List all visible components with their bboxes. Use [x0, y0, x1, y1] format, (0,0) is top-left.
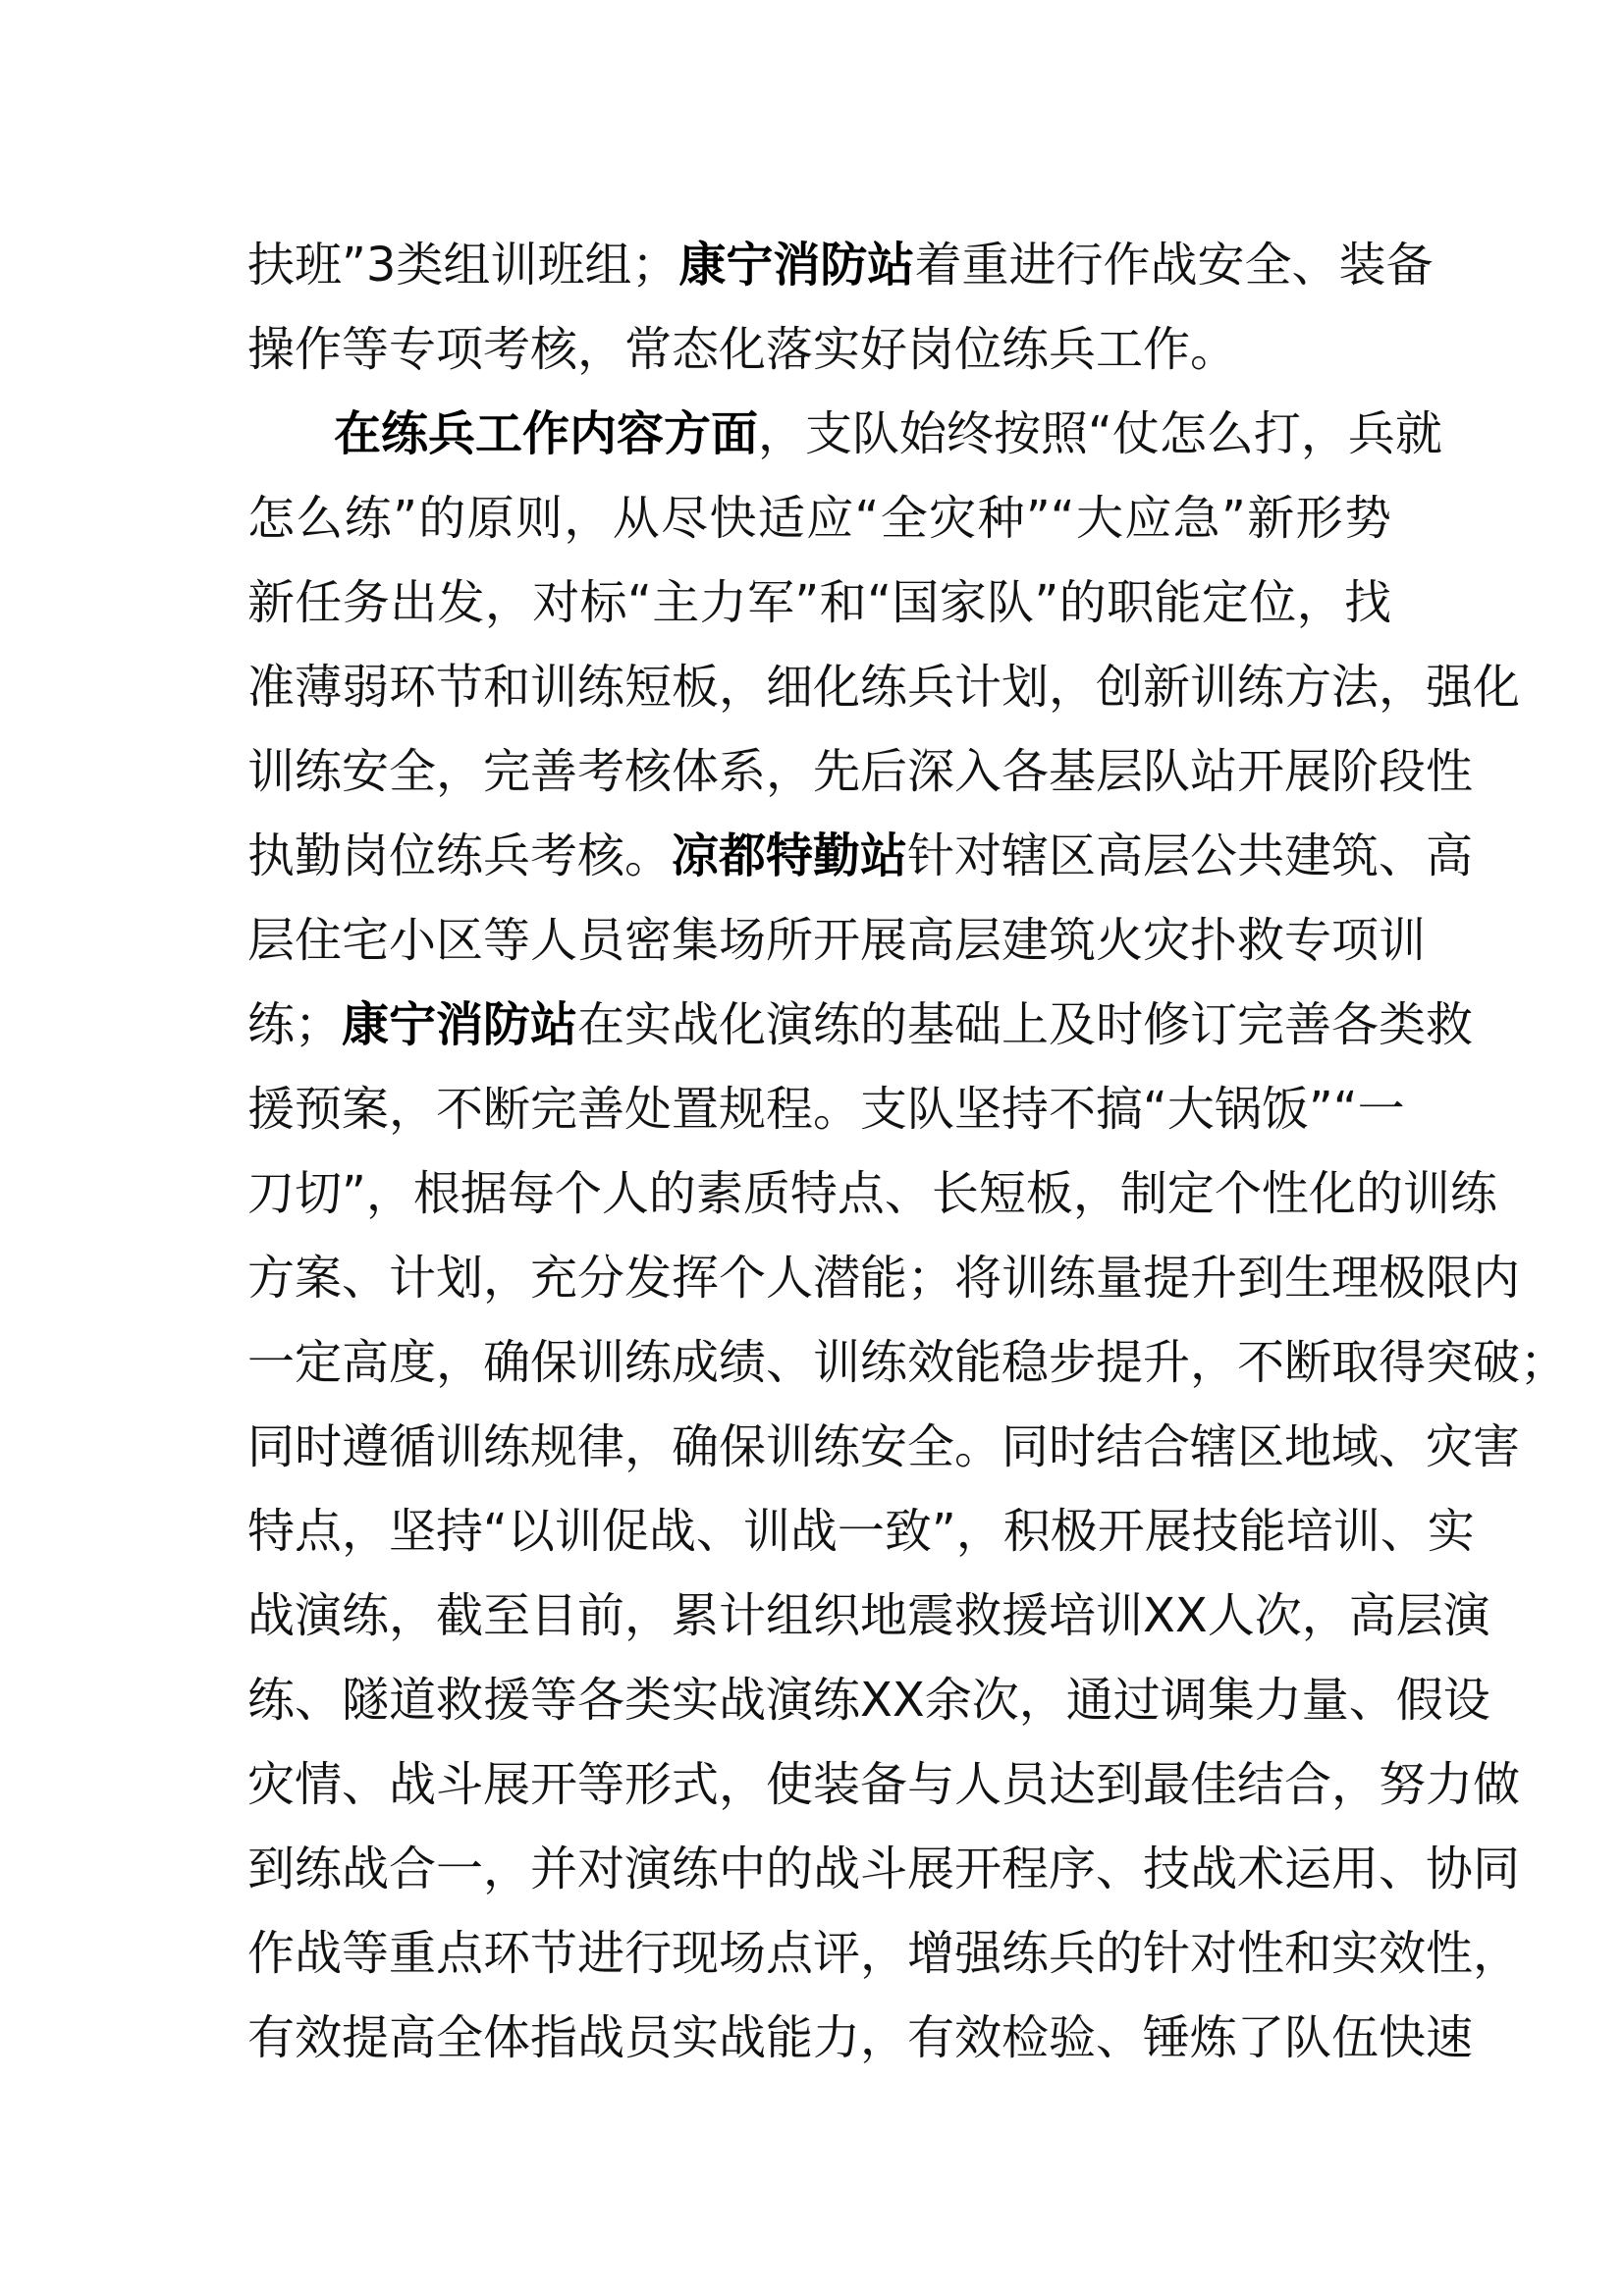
text-line — [247, 1151, 1497, 1236]
text-segment: 特点，坚持“以训促战、训战一致”，积极开展技能培训、实 — [247, 1504, 1475, 1559]
text-line — [247, 1067, 1405, 1151]
body-text — [247, 223, 1568, 2080]
text-segment: 到练战合一，并对演练中的战斗展开程序、技战术运用、协同 — [247, 1842, 1521, 1896]
text-segment: 练； — [247, 997, 343, 1052]
text-segment: 方案、计划，充分发挥个人潜能；将训练量提升到生理极限内 — [247, 1251, 1521, 1306]
text-segment: 作战等重点环节进行现场点评，增强练兵的针对性和实效性， — [247, 1926, 1521, 1981]
text-line — [247, 223, 1434, 307]
text-line — [247, 476, 1391, 561]
text-line — [247, 1489, 1475, 1574]
text-line — [247, 1996, 1474, 2080]
text-line — [247, 561, 1391, 645]
text-segment: 着重进行作战安全、装备 — [914, 238, 1434, 293]
text-segment: 练、隧道救援等各类实战演练XX余次，通过调集力量、假设 — [247, 1673, 1490, 1728]
text-line — [247, 729, 1474, 814]
text-line — [247, 645, 1521, 729]
text-line — [247, 1911, 1521, 1996]
text-line — [247, 1827, 1521, 1911]
text-segment: 怎么练”的原则，从尽快适应“全灾种”“大应急”新形势 — [247, 491, 1391, 546]
text-segment: 在实战化演练的基础上及时修订完善各类救 — [577, 997, 1474, 1052]
bold-phrase: 康宁消防站 — [342, 997, 578, 1052]
text-line — [247, 392, 1442, 476]
text-line — [247, 1742, 1521, 1827]
text-segment: 一定高度，确保训练成绩、训练效能稳步提升，不断取得突破； — [247, 1335, 1568, 1390]
text-segment: 同时遵循训练规律，确保训练安全。同时结合辖区地域、灾害 — [247, 1419, 1521, 1474]
bold-phrase: 凉都特勤站 — [672, 828, 908, 883]
text-line — [247, 898, 1427, 983]
text-line — [247, 1574, 1490, 1658]
text-line — [247, 814, 1474, 898]
text-segment: 灾情、战斗展开等形式，使装备与人员达到最佳结合，努力做 — [247, 1757, 1521, 1812]
text-segment: 操作等专项考核，常态化落实好岗位练兵工作。 — [247, 322, 1238, 377]
bold-phrase: 在练兵工作内容方面 — [334, 406, 759, 461]
text-segment: 有效提高全体指战员实战能力，有效检验、锤炼了队伍快速 — [247, 2010, 1474, 2065]
text-line — [247, 1405, 1521, 1489]
text-segment: 针对辖区高层公共建筑、高 — [907, 828, 1474, 883]
text-segment: 新任务出发，对标“主力军”和“国家队”的职能定位，找 — [247, 575, 1391, 630]
text-line — [247, 1658, 1490, 1742]
text-segment: 执勤岗位练兵考核。 — [247, 828, 673, 883]
text-line — [247, 307, 1391, 392]
text-segment: 扶班”3类组训班组； — [247, 238, 679, 293]
text-segment: 层住宅小区等人员密集场所开展高层建筑火灾扑救专项训 — [247, 913, 1427, 968]
text-line — [247, 1320, 1568, 1405]
bold-phrase: 康宁消防站 — [678, 238, 915, 293]
text-segment: 援预案，不断完善处置规程。支队坚持不搞“大锅饭”“一 — [247, 1082, 1405, 1137]
text-line — [247, 1236, 1521, 1320]
text-line — [247, 983, 1474, 1067]
text-segment: 训练安全，完善考核体系，先后深入各基层队站开展阶段性 — [247, 744, 1474, 799]
text-segment: 战演练，截至目前，累计组织地震救援培训XX人次，高层演 — [247, 1588, 1490, 1643]
text-segment: 准薄弱环节和训练短板，细化练兵计划，创新训练方法，强化 — [247, 660, 1521, 715]
text-segment: 刀切”，根据每个人的素质特点、长短板，制定个性化的训练 — [247, 1166, 1497, 1221]
text-segment: ，支队始终按照“仗怎么打，兵就 — [758, 406, 1442, 461]
